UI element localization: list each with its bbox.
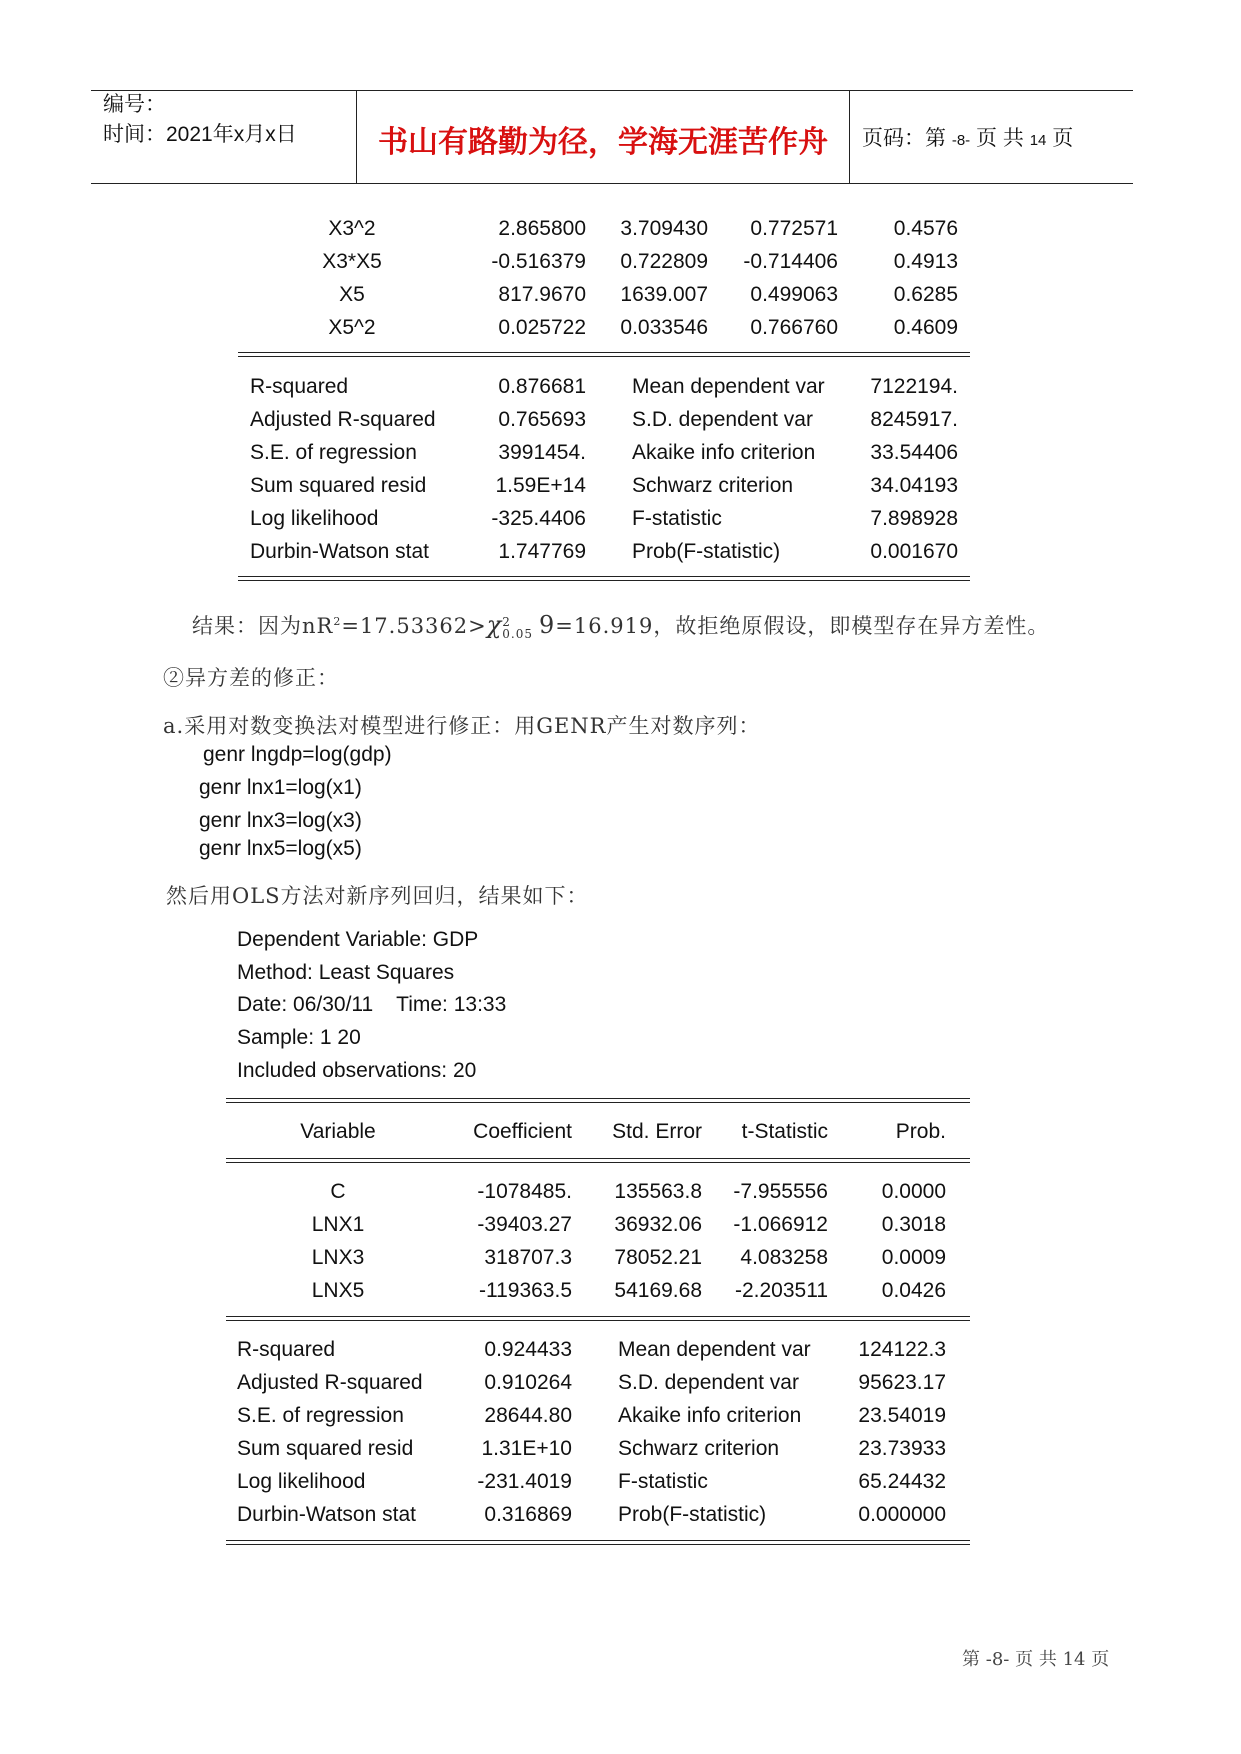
chi-symbol: χ	[486, 611, 503, 639]
table2-t-statistic: 4.083258	[740, 1246, 828, 1269]
header-bottom-rule	[91, 183, 1133, 184]
table2-stat-value: 23.54019	[858, 1404, 946, 1427]
table1-t-statistic: -0.714406	[743, 250, 838, 273]
table2-stat-value: 0.000000	[858, 1503, 946, 1526]
chi-sup: 2	[502, 614, 511, 629]
chi-sub: 0.05	[502, 626, 534, 641]
code-line: genr lnx5=log(x5)	[199, 837, 362, 860]
table2-meta-line: Included observations: 20	[237, 1059, 477, 1082]
table2-header-rule	[226, 1158, 970, 1163]
table1-coefficient: 0.025722	[498, 316, 586, 339]
table2-prob: 0.3018	[881, 1213, 946, 1236]
table2-stat-value: 65.24432	[858, 1470, 946, 1493]
table2-meta-line: Sample: 1 20	[237, 1026, 361, 1049]
table2-bottom-rule	[226, 1540, 970, 1545]
table2-coefficient: -39403.27	[477, 1213, 572, 1236]
table1-variable: X3^2	[328, 217, 376, 240]
document-date-label: 时间：2021年x月x日	[103, 123, 297, 146]
table1-stat-label: R-squared	[250, 375, 349, 398]
page-label-prefix: 页码：第	[862, 127, 946, 150]
footer-total: 14	[1062, 1649, 1086, 1670]
section-heading-correction: ②异方差的修正：	[163, 666, 339, 690]
table1-t-statistic: 0.772571	[750, 217, 838, 240]
result-statement	[192, 610, 1049, 640]
table2-stat-label: F-statistic	[618, 1470, 708, 1493]
table2-coefficient: 318707.3	[484, 1246, 572, 1269]
table2-stat-value: 28644.80	[484, 1404, 572, 1427]
table1-stat-label: Mean dependent var	[632, 375, 825, 398]
table1-separator	[238, 352, 970, 357]
table1-stat-label: Sum squared resid	[250, 474, 427, 497]
footer-mid: 页 共	[1015, 1649, 1057, 1670]
table1-variable: X5	[339, 283, 365, 306]
table2-meta-line: Dependent Variable: GDP	[237, 928, 479, 951]
document-number-label: 编号：	[103, 93, 166, 116]
table2-stat-value: 23.73933	[858, 1437, 946, 1460]
table1-stat-value: 7122194.	[870, 375, 958, 398]
table2-stat-value: 95623.17	[858, 1371, 946, 1394]
table1-coefficient: 817.9670	[498, 283, 586, 306]
table1-std-error: 0.033546	[620, 316, 708, 339]
table2-stat-value: 1.31E+10	[481, 1437, 572, 1460]
table2-std-error: 78052.21	[614, 1246, 702, 1269]
table2-std-error: 54169.68	[614, 1279, 702, 1302]
table1-coefficient: 2.865800	[498, 217, 586, 240]
table1-stat-label: S.E. of regression	[250, 441, 417, 464]
table2-t-statistic: -2.203511	[734, 1279, 828, 1302]
code-line: genr lnx1=log(x1)	[199, 776, 362, 799]
table1-stat-label: S.D. dependent var	[632, 408, 813, 431]
table2-meta-line: Method: Least Squares	[237, 961, 455, 984]
table1-std-error: 0.722809	[620, 250, 708, 273]
table2-stat-label: S.D. dependent var	[618, 1371, 799, 1394]
table1-stat-label: Prob(F-statistic)	[632, 540, 781, 563]
table2-coefficient: -119363.5	[478, 1279, 572, 1302]
header-motto: 书山有路勤为径，学海无涯苦作舟	[378, 125, 828, 160]
step-a-text: a.采用对数变换法对模型进行修正：用GENR产生对数序列：	[163, 714, 761, 738]
table2-stat-label: Sum squared resid	[237, 1437, 414, 1460]
table2-meta-line: Date: 06/30/11 Time: 13:33	[237, 993, 507, 1016]
table2-stat-value: 124122.3	[858, 1338, 946, 1361]
table1-bottom-rule	[238, 576, 970, 581]
header-meta	[103, 90, 297, 150]
table2-separator	[226, 1316, 970, 1321]
table2-stat-label: Mean dependent var	[618, 1338, 811, 1361]
table2-header-variable: Variable	[300, 1120, 376, 1143]
table1-prob: 0.4609	[893, 316, 958, 339]
code-line: genr lngdp=log(gdp)	[203, 743, 392, 766]
table2-stat-label: Schwarz criterion	[618, 1437, 780, 1460]
page-total: 14	[1029, 132, 1047, 149]
table2-stat-value: 0.316869	[484, 1503, 572, 1526]
table1-stat-label: Durbin-Watson stat	[250, 540, 429, 563]
table2-stat-value: 0.924433	[484, 1338, 572, 1361]
then-regression-text: 然后用OLS方法对新序列回归，结果如下：	[166, 884, 589, 908]
table1-stat-value: 1.59E+14	[495, 474, 586, 497]
table2-stat-label: Adjusted R-squared	[237, 1371, 423, 1394]
table1-t-statistic: 0.766760	[750, 316, 838, 339]
table1-stat-value: 8245917.	[870, 408, 958, 431]
table2-stat-label: Prob(F-statistic)	[618, 1503, 767, 1526]
table1-stat-label: Log likelihood	[250, 507, 379, 530]
header-page-indicator	[862, 122, 1073, 152]
result-sup: 2	[333, 615, 342, 628]
table1-stat-value: 1.747769	[498, 540, 586, 563]
table1-std-error: 3.709430	[620, 217, 708, 240]
table2-top-rule	[226, 1098, 970, 1103]
table2-stat-label: S.E. of regression	[237, 1404, 404, 1427]
table2-t-statistic: -1.066912	[733, 1213, 828, 1236]
table2-header-std-error: Std. Error	[612, 1120, 702, 1143]
table1-coefficient: -0.516379	[491, 250, 586, 273]
table2-prob: 0.0009	[881, 1246, 946, 1269]
table2-prob: 0.0000	[881, 1180, 946, 1203]
result-value: =17.53362>	[341, 614, 487, 638]
page-label-mid: 页 共	[976, 127, 1024, 150]
table1-prob: 0.4576	[893, 217, 958, 240]
table2-std-error: 135563.8	[614, 1180, 702, 1203]
table1-stat-value: 0.876681	[498, 375, 586, 398]
table1-stat-value: 0.765693	[498, 408, 586, 431]
header-divider-right	[849, 90, 850, 183]
table2-header-t-statistic: t-Statistic	[741, 1120, 828, 1143]
table2-variable: LNX1	[311, 1213, 365, 1236]
table1-stat-value: 33.54406	[870, 441, 958, 464]
table1-stat-value: -325.4406	[491, 507, 586, 530]
table2-header-coefficient: Coefficient	[473, 1120, 572, 1143]
footer-suffix: 页	[1091, 1649, 1110, 1670]
table1-variable: X3*X5	[322, 250, 382, 273]
table2-coefficient: -1078485.	[477, 1180, 572, 1203]
table1-prob: 0.4913	[893, 250, 958, 273]
footer-prefix: 第	[962, 1649, 980, 1670]
page-footer	[962, 1645, 1109, 1671]
table2-variable: C	[330, 1180, 346, 1203]
table2-variable: LNX5	[311, 1279, 365, 1302]
table1-stat-value: 34.04193	[870, 474, 958, 497]
header-divider-left	[356, 90, 357, 183]
table2-stat-label: Durbin-Watson stat	[237, 1503, 416, 1526]
table1-stat-label: Akaike info criterion	[632, 441, 816, 464]
table1-stat-value: 0.001670	[870, 540, 958, 563]
table2-stat-value: 0.910264	[484, 1371, 572, 1394]
table2-variable: LNX3	[311, 1246, 365, 1269]
table1-t-statistic: 0.499063	[750, 283, 838, 306]
result-prefix: 结果：因为nR	[192, 614, 334, 638]
table2-stat-label: Akaike info criterion	[618, 1404, 802, 1427]
table1-stat-label: Schwarz criterion	[632, 474, 794, 497]
table2-prob: 0.0426	[881, 1279, 946, 1302]
page-current: -8-	[951, 132, 971, 149]
table2-std-error: 36932.06	[614, 1213, 702, 1236]
table1-std-error: 1639.007	[620, 283, 708, 306]
table2-t-statistic: -7.955556	[733, 1180, 828, 1203]
footer-current: -8-	[985, 1649, 1010, 1670]
table2-stat-value: -231.4019	[477, 1470, 572, 1493]
table1-prob: 0.6285	[893, 283, 958, 306]
table2-header-prob: Prob.	[895, 1120, 946, 1143]
table2-stat-label: Log likelihood	[237, 1470, 366, 1493]
table1-stat-label: F-statistic	[632, 507, 722, 530]
chi-arg: 9	[539, 611, 556, 639]
table1-stat-label: Adjusted R-squared	[250, 408, 436, 431]
code-line: genr lnx3=log(x3)	[199, 809, 362, 832]
page-label-suffix: 页	[1052, 127, 1074, 150]
table2-stat-label: R-squared	[237, 1338, 336, 1361]
result-suffix: =16.919，故拒绝原假设，即模型存在异方差性。	[555, 614, 1050, 638]
table1-variable: X5^2	[328, 316, 376, 339]
table1-stat-value: 7.898928	[870, 507, 958, 530]
table1-stat-value: 3991454.	[498, 441, 586, 464]
